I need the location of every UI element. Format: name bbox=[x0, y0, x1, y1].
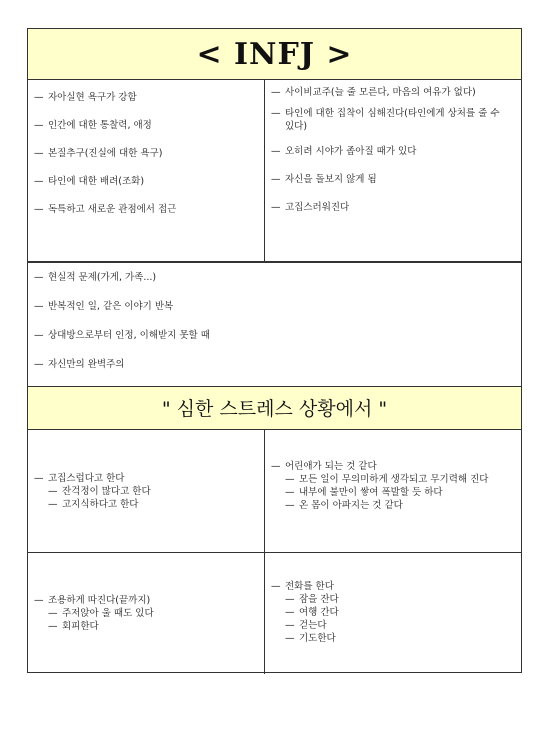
list-item: — 고집스러워진다 bbox=[271, 201, 511, 214]
list-item: — 자아실현 욕구가 강함 bbox=[34, 91, 258, 104]
divider-quadrant bbox=[28, 552, 521, 553]
list-item: — 자신만의 완벽주의 bbox=[34, 358, 504, 371]
list-item: — 걷는다 bbox=[271, 619, 511, 632]
divider-top bbox=[264, 80, 265, 262]
list-item: — 현실적 문제(가게, 가족...) bbox=[34, 271, 504, 284]
list-item: — 모든 일이 무의미하게 생각되고 무기력해 진다 bbox=[271, 473, 511, 486]
list-item: — 타인에 대한 집착이 심해진다(타인에게 상처를 줄 수 있다) bbox=[271, 107, 511, 133]
list-item: — 어린애가 되는 것 같다 bbox=[271, 460, 511, 473]
list-item: — 회피한다 bbox=[34, 620, 258, 633]
quadrant-3 bbox=[34, 594, 258, 633]
quadrant-2 bbox=[271, 460, 511, 512]
list-item: — 자신을 돌보지 않게 됨 bbox=[271, 173, 511, 186]
list-item: — 조용하게 따진다(끝까지) bbox=[34, 594, 258, 607]
list-item: — 본질추구(진실에 대한 욕구) bbox=[34, 147, 258, 160]
overuse-cell bbox=[271, 86, 511, 214]
list-item: — 고지식하다고 한다 bbox=[34, 498, 258, 511]
infj-sheet bbox=[27, 28, 522, 673]
quadrant-1 bbox=[34, 472, 258, 511]
list-item: — 독특하고 새로운 관점에서 접근 bbox=[34, 203, 258, 216]
list-item: — 타인에 대한 배려(조화) bbox=[34, 175, 258, 188]
list-item: — 여행 간다 bbox=[271, 606, 511, 619]
list-item: — 상대방으로부터 인정, 이해받지 못할 때 bbox=[34, 329, 504, 342]
list-item: — 주저앉아 울 때도 있다 bbox=[34, 607, 258, 620]
list-item: — 고집스럽다고 한다 bbox=[34, 472, 258, 485]
stress-causes-cell bbox=[34, 271, 504, 371]
list-item: — 잔걱정이 많다고 한다 bbox=[34, 485, 258, 498]
list-item: — 반복적인 일, 같은 이야기 반복 bbox=[34, 300, 504, 313]
list-item: — 전화를 한다 bbox=[271, 580, 511, 593]
section-subtitle: " 심한 스트레스 상황에서 " bbox=[161, 398, 388, 420]
list-item: — 기도한다 bbox=[271, 632, 511, 645]
list-item: — 잠을 잔다 bbox=[271, 593, 511, 606]
subtitle-banner bbox=[28, 386, 521, 430]
list-item: — 내부에 불만이 쌓여 폭발할 듯 하다 bbox=[271, 486, 511, 499]
page-title: < INFJ > bbox=[196, 37, 353, 72]
divider-thick bbox=[28, 261, 521, 263]
list-item: — 온 몸이 아파지는 것 같다 bbox=[271, 499, 511, 512]
list-item: — 오히려 시야가 좁아질 때가 있다 bbox=[271, 145, 511, 158]
list-item: — 인간에 대한 통찰력, 애정 bbox=[34, 119, 258, 132]
title-banner bbox=[28, 29, 521, 80]
strengths-cell bbox=[34, 91, 258, 216]
list-item: — 사이비교주(늘 줄 모른다, 마음의 여유가 없다) bbox=[271, 86, 511, 99]
quadrant-4 bbox=[271, 580, 511, 645]
